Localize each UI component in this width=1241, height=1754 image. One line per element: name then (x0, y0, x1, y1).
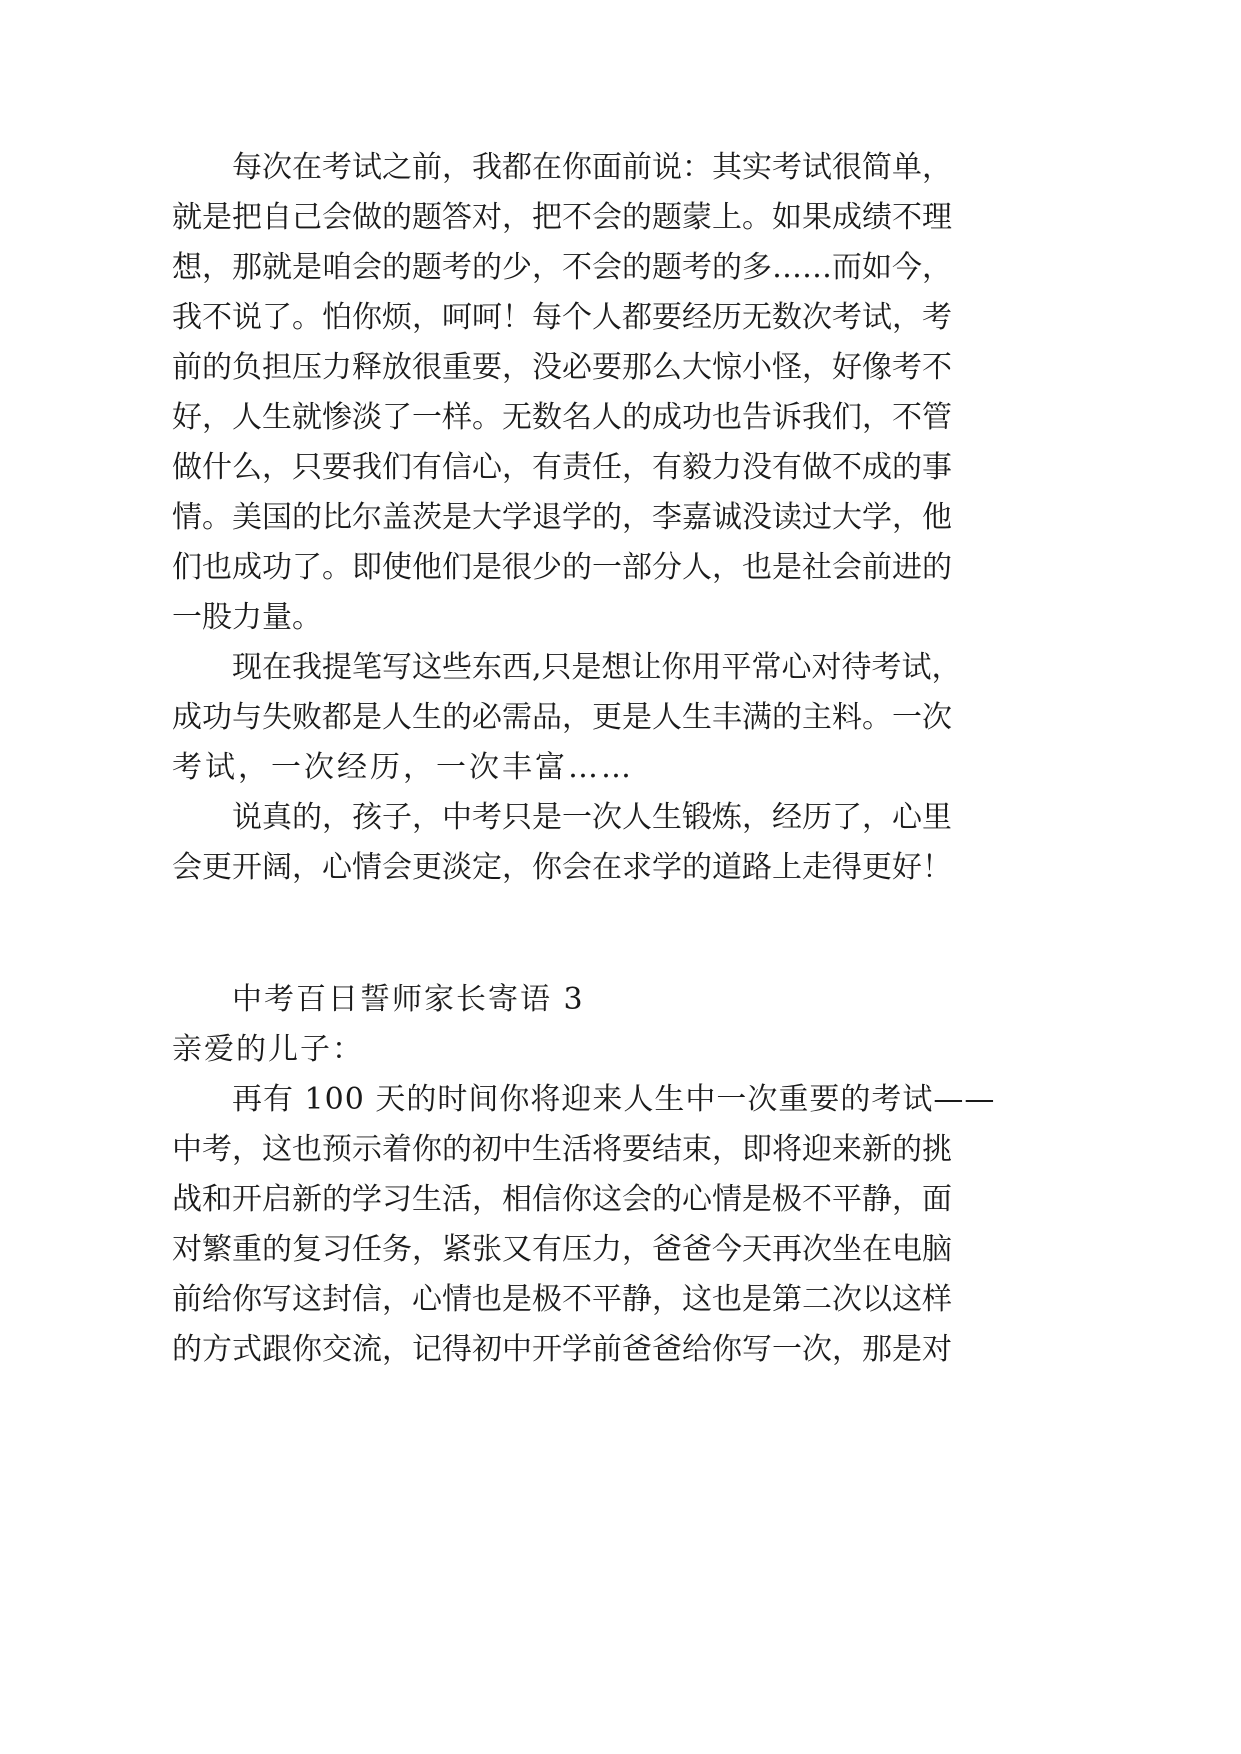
text-line: 前 给 你 写 这 封 信 ， 心 情 也 是 极 不 平 静 ， 这 也 是 第 二 次 以 这 样 (172, 1282, 952, 1317)
text-line: 的 方 式 跟 你 交 流 ， 记 得 初 中 开 学 前 爸 爸 给 你 写 一 次 ， 那 是 对 (172, 1332, 952, 1367)
text-line: 想 ， 那 就 是 咱 会 的 题 考 的 少 ， 不 会 的 题 考 的 多 …… 而 如 今 ， (172, 250, 952, 285)
text-line: 一股力量。 (172, 600, 322, 635)
text-line: 成 功 与 失 败 都 是 人 生 的 必 需 品 ， 更 是 人 生 丰 满 的 主 料 。 一 次 (172, 700, 952, 735)
text-line: 战 和 开 启 新 的 学 习 生 活 ， 相 信 你 这 会 的 心 情 是 极 不 平 静 ， 面 (172, 1182, 952, 1217)
salutation: 亲爱的儿子： (172, 1032, 364, 1067)
text-line: 做 什 么 ， 只 要 我 们 有 信 心 ， 有 责 任 ， 有 毅 力 没 有 做 不 成 的 事 (172, 450, 952, 485)
text-line: 就 是 把 自 己 会 做 的 题 答 对 ， 把 不 会 的 题 蒙 上 。 如 果 成 绩 不 理 (172, 200, 952, 235)
text-line: 我 不 说 了 。 怕 你 烦 ， 呵 呵 ！ 每 个 人 都 要 经 历 无 数 次 考 试 ， 考 (172, 300, 952, 335)
section-heading: 中考百日誓师家长寄语 3 (232, 982, 585, 1017)
text-line: 前 的 负 担 压 力 释 放 很 重 要 ， 没 必 要 那 么 大 惊 小 怪 ， 好 像 考 不 (172, 350, 952, 385)
text-line: 说 真 的 ， 孩 子 ， 中 考 只 是 一 次 人 生 锻 炼 ， 经 历 了 ， 心 里 (232, 800, 952, 835)
text-line: 们 也 成 功 了 。 即 使 他 们 是 很 少 的 一 部 分 人 ， 也 是 社 会 前 进 的 (172, 550, 952, 585)
text-line: 会 更 开 阔 ， 心 情 会 更 淡 定 ， 你 会 在 求 学 的 道 路 上 走 得 更 好 ！ (172, 850, 952, 885)
text-line: 对 繁 重 的 复 习 任 务 ， 紧 张 又 有 压 力 ， 爸 爸 今 天 再 次 坐 在 电 脑 (172, 1232, 952, 1267)
text-line: 好 ， 人 生 就 惨 淡 了 一 样 。 无 数 名 人 的 成 功 也 告 诉 我 们 ， 不 管 (172, 400, 952, 435)
text-line: 再有 100 天的时间你将迎来人生中一次重要的考试—— (232, 1082, 996, 1117)
text-line: 考试，一次经历，一次丰富…… (172, 750, 634, 785)
text-line: 情 。 美 国 的 比 尔 盖 茨 是 大 学 退 学 的 ， 李 嘉 诚 没 读 过 大 学 ， 他 (172, 500, 952, 535)
text-line: 中 考 ， 这 也 预 示 着 你 的 初 中 生 活 将 要 结 束 ， 即 将 迎 来 新 的 挑 (172, 1132, 952, 1167)
text-line: 每 次 在 考 试 之 前 ， 我 都 在 你 面 前 说 ： 其 实 考 试 很 简 单 ， (232, 150, 952, 185)
text-line: 现 在 我 提 笔 写 这 些 东 西 , 只 是 想 让 你 用 平 常 心 对 待 考 试 ， (232, 650, 962, 685)
